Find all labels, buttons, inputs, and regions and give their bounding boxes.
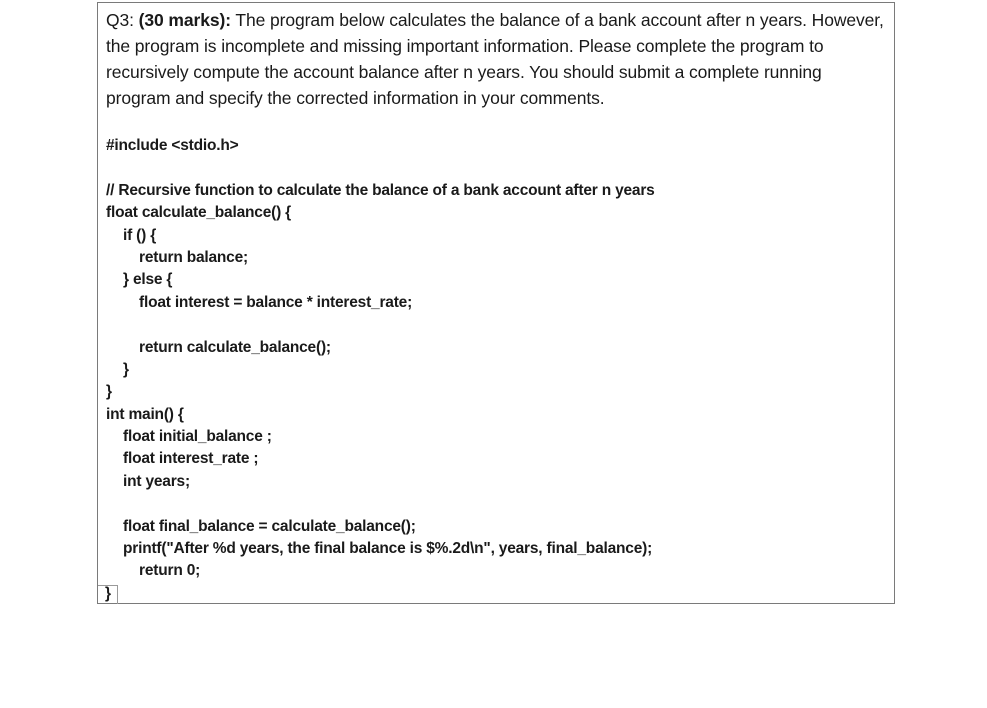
code-line-main: int main() { (106, 406, 184, 423)
question-marks: (30 marks): (138, 10, 231, 30)
code-line-if: if () { (123, 227, 157, 244)
code-line-printf: printf("After %d years, the final balance is $%.2d\n", years, final_balance); (123, 540, 653, 557)
code-line-close-main: } (105, 585, 112, 602)
code-line-close-func: } (106, 383, 112, 400)
code-line-years: int years; (123, 473, 190, 490)
question-label: Q3: (106, 10, 139, 30)
code-line-include: #include <stdio.h> (106, 137, 239, 154)
question-body: The program below calculates the balance of a bank account after n years. However, the program is incomplete and missing important information. Please complete the program to recursively compute the account balance after n years. You should submit a complete running program and specify the corrected information in your comments. (106, 10, 884, 108)
question-prompt (106, 7, 886, 111)
code-line-interest-rate: float interest_rate ; (123, 450, 259, 467)
code-line-interest: float interest = balance * interest_rate; (139, 294, 413, 311)
question-box (97, 2, 895, 604)
code-line-close-else: } (123, 361, 129, 378)
code-line-recursive-return: return calculate_balance(); (139, 339, 331, 356)
code-line-return-balance: return balance; (139, 249, 248, 266)
code-line-final-balance: float final_balance = calculate_balance(); (123, 518, 416, 535)
code-line-func-signature: float calculate_balance() { (106, 204, 291, 221)
code-line-else: } else { (123, 271, 173, 288)
code-line-initial-balance: float initial_balance ; (123, 428, 272, 445)
code-line-close-main-box (98, 585, 118, 604)
code-line-comment: // Recursive function to calculate the balance of a bank account after n years (106, 182, 655, 199)
code-line-return-zero: return 0; (139, 562, 201, 579)
